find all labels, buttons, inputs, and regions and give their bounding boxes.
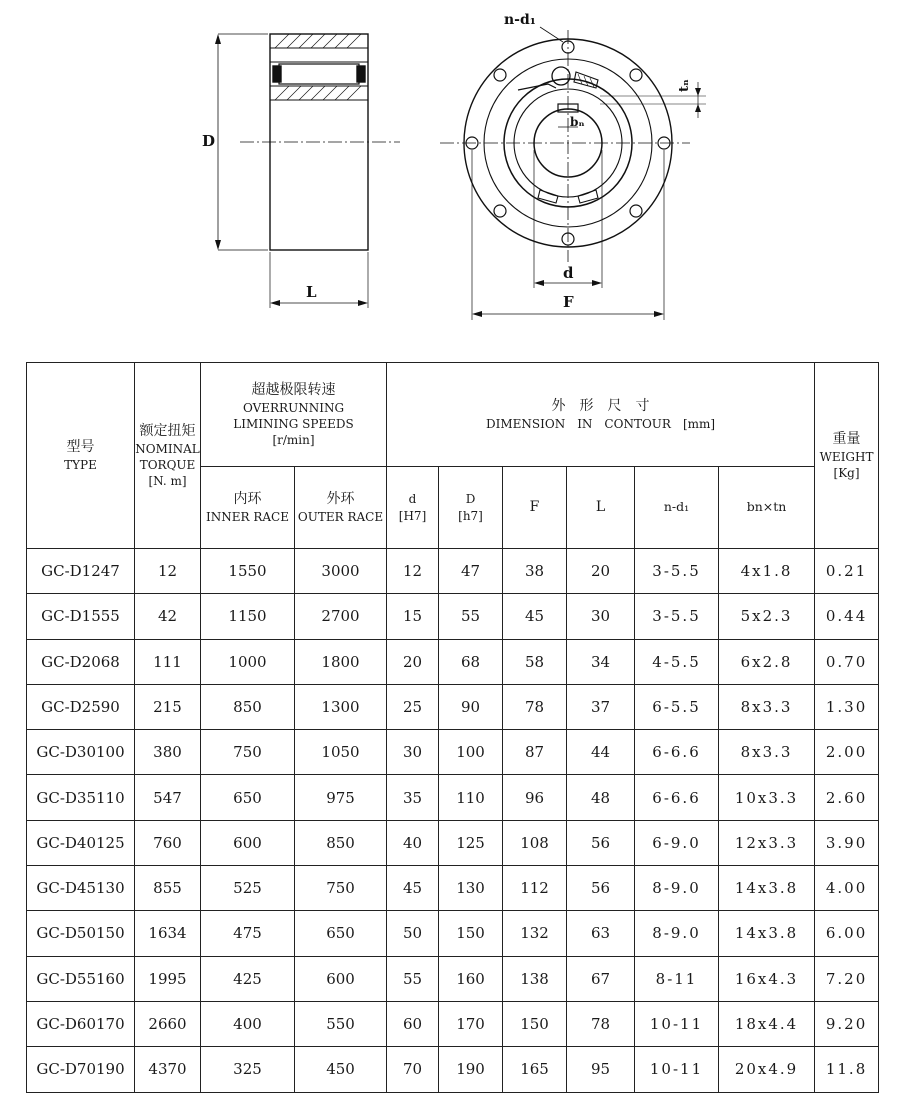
cell-inner-speed: 325 [201,1047,295,1092]
cell-bntn: 8x3.3 [719,730,815,775]
cell-weight: 2.60 [815,775,879,820]
cell-outer-speed: 550 [295,1001,387,1046]
cell-weight: 3.90 [815,820,879,865]
cell-weight: 6.00 [815,911,879,956]
cell-weight: 1.30 [815,684,879,729]
table-row [27,730,879,775]
cell-type: GC-D1555 [27,594,135,639]
cell-L: 56 [567,820,635,865]
header-torque-en1: NOMINAL [135,441,200,456]
cell-inner-speed: 750 [201,730,295,775]
header-d-tolerance: [H7] [398,508,427,523]
cell-nd1: 4-5.5 [635,639,719,684]
cell-torque: 1634 [135,911,201,956]
label-bn: bₙ [570,115,585,129]
cell-inner-speed: 650 [201,775,295,820]
cell-outer-speed: 750 [295,866,387,911]
table-row [27,1001,879,1046]
cell-bntn: 10x3.3 [719,775,815,820]
header-dimension-en: DIMENSION IN CONTOUR [mm] [485,416,716,431]
cell-d: 12 [387,549,439,594]
cell-outer-speed: 3000 [295,549,387,594]
cell-torque: 855 [135,866,201,911]
cell-nd1: 3-5.5 [635,549,719,594]
cell-torque: 547 [135,775,201,820]
retainer-left [273,66,281,82]
cell-weight: 2.00 [815,730,879,775]
cell-L: 30 [567,594,635,639]
roller [279,64,359,84]
header-nd1: n-d₁ [635,467,719,549]
cell-F: 165 [503,1047,567,1092]
table-row [27,911,879,956]
cell-F: 108 [503,820,567,865]
header-torque-cn: 额定扭矩 [139,422,196,439]
cell-bntn: 14x3.8 [719,866,815,911]
cell-d: 30 [387,730,439,775]
cell-inner-speed: 425 [201,956,295,1001]
header-weight-unit: [Kg] [833,465,860,480]
cell-d: 35 [387,775,439,820]
header-type [27,363,135,549]
header-D-label: D [465,492,476,507]
side-view [215,34,400,308]
cell-type: GC-D30100 [27,730,135,775]
cell-L: 20 [567,549,635,594]
cell-outer-speed: 650 [295,911,387,956]
cell-type: GC-D35110 [27,775,135,820]
cell-type: GC-D50150 [27,911,135,956]
cell-D: 68 [439,639,503,684]
table-row [27,1047,879,1092]
header-torque-en2: TORQUE [139,457,196,472]
cell-F: 138 [503,956,567,1001]
header-speed [201,363,387,467]
cell-outer-speed: 600 [295,956,387,1001]
cell-torque: 111 [135,639,201,684]
cell-torque: 12 [135,549,201,594]
cell-L: 63 [567,911,635,956]
header-dimension [387,363,815,467]
cell-weight: 0.44 [815,594,879,639]
cell-L: 44 [567,730,635,775]
header-inner-cn: 内环 [233,490,262,507]
header-outer-cn: 外环 [326,490,355,507]
cell-bntn: 18x4.4 [719,1001,815,1046]
label-tn: tₙ [677,79,692,92]
cell-bntn: 20x4.9 [719,1047,815,1092]
table-row [27,639,879,684]
cell-outer-speed: 2700 [295,594,387,639]
header-bntn: bn×tn [719,467,815,549]
cell-weight: 4.00 [815,866,879,911]
cell-weight: 9.20 [815,1001,879,1046]
cell-d: 60 [387,1001,439,1046]
cell-F: 58 [503,639,567,684]
cell-d: 50 [387,911,439,956]
cell-outer-speed: 1300 [295,684,387,729]
retainer-right [357,66,365,82]
table-row [27,775,879,820]
cell-L: 78 [567,1001,635,1046]
label-nd1: n-d₁ [504,12,536,28]
cell-weight: 7.20 [815,956,879,1001]
header-inner-race [201,467,295,549]
header-outer-race [295,467,387,549]
cell-type: GC-D45130 [27,866,135,911]
cell-nd1: 8-9.0 [635,866,719,911]
header-speed-en1: OVERRUNNING [242,400,345,415]
cell-D: 160 [439,956,503,1001]
cell-d: 15 [387,594,439,639]
header-type-cn: 型号 [66,438,95,455]
cell-d: 40 [387,820,439,865]
cell-L: 95 [567,1047,635,1092]
header-torque-unit: [N. m] [148,474,187,489]
cell-weight: 0.70 [815,639,879,684]
cell-torque: 215 [135,684,201,729]
cell-D: 170 [439,1001,503,1046]
cell-d: 25 [387,684,439,729]
cell-F: 112 [503,866,567,911]
cell-inner-speed: 400 [201,1001,295,1046]
cell-nd1: 6-6.6 [635,730,719,775]
cell-bntn: 14x3.8 [719,911,815,956]
header-L: L [567,467,635,549]
cell-outer-speed: 850 [295,820,387,865]
header-weight [815,363,879,549]
cell-torque: 2660 [135,1001,201,1046]
cell-nd1: 6-6.6 [635,775,719,820]
cell-inner-speed: 850 [201,684,295,729]
cell-type: GC-D60170 [27,1001,135,1046]
header-weight-en: WEIGHT [819,449,874,464]
cell-d: 55 [387,956,439,1001]
cell-inner-speed: 1150 [201,594,295,639]
header-dimension-cn: 外 形 尺 寸 [551,397,650,414]
table-row [27,956,879,1001]
cell-nd1: 6-5.5 [635,684,719,729]
cell-outer-speed: 1800 [295,639,387,684]
header-speed-unit: [r/min] [272,433,315,448]
table-row [27,549,879,594]
cell-bntn: 16x4.3 [719,956,815,1001]
table-row [27,866,879,911]
header-speed-en2: LIMINING SPEEDS [233,416,354,431]
cell-torque: 4370 [135,1047,201,1092]
cell-inner-speed: 600 [201,820,295,865]
cell-type: GC-D2068 [27,639,135,684]
technical-drawing [0,0,900,340]
spec-table [26,362,879,1093]
cell-torque: 42 [135,594,201,639]
cell-outer-speed: 1050 [295,730,387,775]
cell-d: 20 [387,639,439,684]
cell-D: 90 [439,684,503,729]
cell-D: 55 [439,594,503,639]
cell-bntn: 8x3.3 [719,684,815,729]
cell-D: 150 [439,911,503,956]
cell-inner-speed: 1550 [201,549,295,594]
cell-type: GC-D40125 [27,820,135,865]
cell-D: 110 [439,775,503,820]
cell-nd1: 3-5.5 [635,594,719,639]
cell-F: 78 [503,684,567,729]
cell-outer-speed: 450 [295,1047,387,1092]
cell-nd1: 10-11 [635,1001,719,1046]
cell-D: 47 [439,549,503,594]
cell-nd1: 10-11 [635,1047,719,1092]
label-L: L [306,283,317,301]
table-row [27,594,879,639]
cell-d: 45 [387,866,439,911]
cell-weight: 11.8 [815,1047,879,1092]
cell-D: 190 [439,1047,503,1092]
cell-torque: 380 [135,730,201,775]
cell-nd1: 8-9.0 [635,911,719,956]
cell-F: 38 [503,549,567,594]
cell-type: GC-D55160 [27,956,135,1001]
header-outer-en: OUTER RACE [297,509,384,524]
cell-D: 100 [439,730,503,775]
cell-D: 130 [439,866,503,911]
cell-D: 125 [439,820,503,865]
cell-inner-speed: 525 [201,866,295,911]
cell-F: 132 [503,911,567,956]
header-d [387,467,439,549]
cell-F: 96 [503,775,567,820]
cell-torque: 760 [135,820,201,865]
table-row [27,820,879,865]
cell-type: GC-D70190 [27,1047,135,1092]
hatching [275,34,361,100]
cell-nd1: 6-9.0 [635,820,719,865]
cell-F: 150 [503,1001,567,1046]
cell-bntn: 6x2.8 [719,639,815,684]
roller-detail [552,67,570,85]
header-torque [135,363,201,549]
cell-torque: 1995 [135,956,201,1001]
header-F: F [503,467,567,549]
header-D [439,467,503,549]
cell-F: 45 [503,594,567,639]
cell-bntn: 5x2.3 [719,594,815,639]
label-F: F [563,293,574,311]
cell-type: GC-D2590 [27,684,135,729]
cell-inner-speed: 475 [201,911,295,956]
data-rows [27,549,879,1093]
cell-L: 67 [567,956,635,1001]
cell-d: 70 [387,1047,439,1092]
cell-F: 87 [503,730,567,775]
table-row [27,684,879,729]
header-type-en: TYPE [64,457,97,472]
cell-L: 48 [567,775,635,820]
header-row-1 [27,363,879,467]
label-d: d [563,264,574,282]
cell-L: 34 [567,639,635,684]
cell-weight: 0.21 [815,549,879,594]
cell-type: GC-D1247 [27,549,135,594]
cell-outer-speed: 975 [295,775,387,820]
cell-L: 37 [567,684,635,729]
header-inner-en: INNER RACE [206,509,289,524]
header-d-label: d [408,492,417,507]
header-D-tolerance: [h7] [458,508,483,523]
cell-nd1: 8-11 [635,956,719,1001]
label-D: D [202,132,216,150]
cell-bntn: 4x1.8 [719,549,815,594]
header-speed-cn: 超越极限转速 [251,381,336,398]
cell-inner-speed: 1000 [201,639,295,684]
cell-L: 56 [567,866,635,911]
header-weight-cn: 重量 [832,430,861,447]
cell-bntn: 12x3.3 [719,820,815,865]
